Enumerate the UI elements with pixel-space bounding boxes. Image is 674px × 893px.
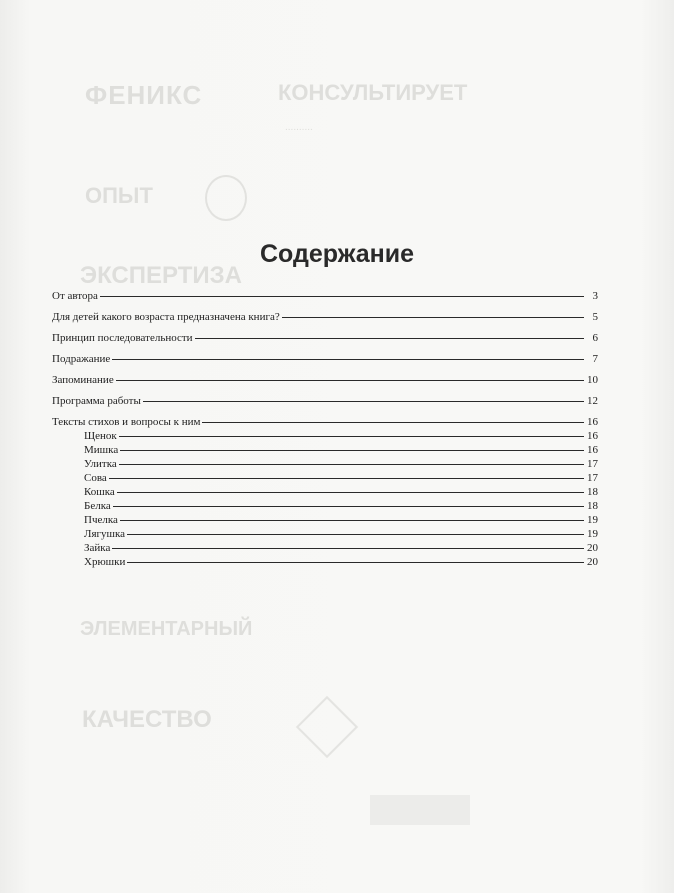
toc-page-number: 16 [587, 444, 598, 456]
toc-subentry[interactable] [52, 542, 598, 555]
toc-subentry-label: Улитка [84, 458, 117, 470]
toc-entry-label: Для детей какого возраста предназначена книга? [52, 311, 280, 323]
toc-entry-label: Программа работы [52, 395, 141, 407]
toc-subentry-label: Кошка [84, 486, 115, 498]
toc-subentry[interactable] [52, 514, 598, 527]
toc-page-number: 7 [592, 353, 598, 365]
dotted-leader [120, 450, 584, 451]
toc-subentry-label: Щенок [84, 430, 117, 442]
dotted-leader [116, 380, 584, 381]
toc-subentry[interactable] [52, 444, 598, 457]
toc-subentry-label: Мишка [84, 444, 119, 456]
toc-entry[interactable] [52, 416, 598, 429]
toc-page-number: 6 [592, 332, 598, 344]
page-title: Содержание [259, 240, 415, 268]
toc-page-number: 18 [587, 500, 598, 512]
toc-page-number: 16 [587, 430, 598, 442]
toc-page-number: 12 [587, 395, 598, 407]
toc-subentry[interactable] [52, 500, 598, 513]
bleed-through-box [370, 795, 470, 825]
toc-entry[interactable] [52, 290, 598, 303]
toc-entry[interactable] [52, 395, 598, 408]
toc-page-number: 10 [587, 374, 598, 386]
toc-page-number: 16 [587, 416, 598, 428]
dotted-leader [282, 317, 584, 318]
toc-page-number: 18 [587, 486, 598, 498]
bleed-through-circle [205, 175, 247, 221]
toc-page-number: 20 [587, 542, 598, 554]
toc-subentry[interactable] [52, 486, 598, 499]
dotted-leader [195, 338, 584, 339]
toc-entry-label: Тексты стихов и вопросы к ним [52, 416, 201, 428]
toc-entry[interactable] [52, 311, 598, 324]
toc-subentry-label: Хрюшки [84, 556, 126, 568]
toc-subentry[interactable] [52, 458, 598, 471]
bleed-through-diamond [296, 696, 358, 758]
toc-subentry-label: Лягушка [84, 528, 126, 540]
toc-page-number: 3 [592, 290, 598, 302]
bleed-through-quality: КАЧЕСТВО [82, 706, 212, 733]
toc-entry[interactable] [52, 374, 598, 387]
dotted-leader [117, 492, 584, 493]
dotted-leader [112, 359, 584, 360]
toc-page-number: 19 [587, 528, 598, 540]
toc-entry-label: Принцип последовательности [52, 332, 193, 344]
toc-subentry-label: Белка [84, 500, 111, 512]
toc-page-number: 17 [587, 472, 598, 484]
toc-entry[interactable] [52, 332, 598, 345]
bleed-through-series: КОНСУЛЬТИРУЕТ [278, 80, 468, 105]
toc-subentry[interactable] [52, 430, 598, 443]
toc-entry[interactable] [52, 353, 598, 366]
dotted-leader [119, 436, 584, 437]
bleed-through-subtitle: .......... [285, 122, 313, 133]
toc-subentry[interactable] [52, 472, 598, 485]
toc-page-number: 20 [587, 556, 598, 568]
toc-entry-label: От автора [52, 290, 98, 302]
toc-subentry-label: Зайка [84, 542, 111, 554]
dotted-leader [119, 464, 584, 465]
dotted-leader [113, 506, 584, 507]
dotted-leader [143, 401, 584, 402]
toc-subentry-label: Сова [84, 472, 107, 484]
toc-page-number: 17 [587, 458, 598, 470]
toc-page-number: 5 [592, 311, 598, 323]
toc-page-number: 19 [587, 514, 598, 526]
bleed-through-expertise: ЭКСПЕРТИЗА [80, 262, 242, 289]
dotted-leader [202, 422, 584, 423]
dotted-leader [127, 562, 584, 563]
toc-entry-label: Запоминание [52, 374, 114, 386]
dotted-leader [127, 534, 584, 535]
toc-subentry-label: Пчелка [84, 514, 118, 526]
toc-entry-label: Подражание [52, 353, 111, 365]
table-of-contents [52, 290, 598, 569]
dotted-leader [109, 478, 584, 479]
dotted-leader [120, 520, 584, 521]
toc-subentry[interactable] [52, 528, 598, 541]
dotted-leader [100, 296, 584, 297]
bleed-through-logo: ФЕНИКС [85, 80, 203, 110]
bleed-through-experience: ОПЫТ [85, 183, 153, 208]
dotted-leader [112, 548, 584, 549]
toc-subentry[interactable] [52, 556, 598, 569]
bleed-through-element: ЭЛЕМЕНТАРНЫЙ [80, 618, 253, 640]
